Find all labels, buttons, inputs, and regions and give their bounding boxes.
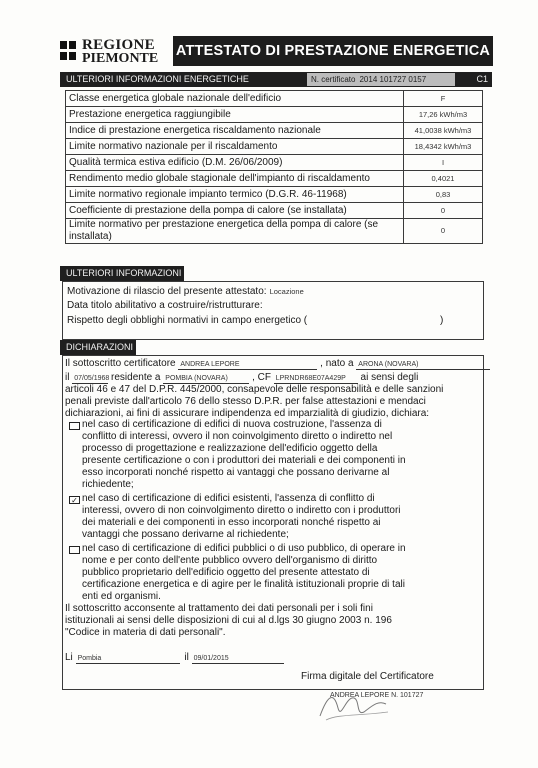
option-line: vantaggi che possano derivarne al richiedente; — [82, 529, 289, 540]
paragraph-line: penali previste dall'articolo 76 dello stesso D.P.R. per false attestazioni e mendaci — [65, 396, 426, 407]
birth-place: ARONA (NOVARA) — [356, 360, 490, 370]
text: residente a — [111, 372, 161, 383]
text: il — [65, 372, 70, 383]
row-label: Rendimento medio globale stagionale dell'impianto di riscaldamento — [66, 171, 404, 187]
row-label: Prestazione energetica raggiungibile — [66, 107, 404, 123]
row-label: Limite normativo regionale impianto termico (D.G.R. 46-11968) — [66, 187, 404, 203]
table-row — [66, 91, 483, 107]
signature-title: Firma digitale del Certificatore — [301, 671, 434, 682]
checkbox-new-construction[interactable] — [69, 422, 80, 430]
motivazione-value: Locazione — [269, 287, 304, 296]
option-line: presente certificazione o con i produttori dei materiali e dei componenti in — [82, 455, 406, 466]
declaration-paragraph — [65, 384, 443, 420]
date-label: il — [184, 652, 189, 663]
certificate-number-box — [307, 73, 455, 86]
row-value: 18,4342 kWh/m3 — [404, 139, 483, 155]
declarant-line-1 — [65, 358, 490, 370]
table-row — [66, 155, 483, 171]
row-label: Qualità termica estiva edificio (D.M. 26/06/2009) — [66, 155, 404, 171]
additional-info-box — [62, 281, 484, 340]
row-value: I — [404, 155, 483, 171]
option-line: pubblico proprietario dell'edificio oggetto del presente attestato di — [82, 567, 370, 578]
consent-line: "Codice in materia di dati personali". — [65, 627, 226, 638]
option-line: conflitto di interessi, ovvero il non coinvolgimento diretto o indiretto nel — [82, 431, 393, 442]
option-existing-building — [82, 493, 401, 541]
logo-squares-icon — [60, 41, 76, 61]
option-line: dei materiali e dei componenti in esso incorporati nonché rispetto ai — [82, 517, 381, 528]
logo-line-2: PIEMONTE — [82, 51, 159, 66]
titolo-label: Data titolo abilitativo a costruire/ristrutturare: — [67, 300, 263, 311]
motivazione-label: Motivazione di rilascio del presente attestato: — [67, 286, 267, 297]
row-label: Indice di prestazione energetica riscaldamento nazionale — [66, 123, 404, 139]
row-value: 17,26 kWh/m3 — [404, 107, 483, 123]
option-line: nel caso di certificazione di edifici esistenti, l'assenza di conflitto di — [82, 493, 375, 504]
certificate-label: N. certificato — [311, 75, 356, 84]
option-line: interessi, ovvero di non coinvolgimento diretto o indiretto con i produttori — [82, 505, 401, 516]
row-value: 0 — [404, 203, 483, 219]
place-label: Li — [65, 652, 73, 663]
option-line: nel caso di certificazione di edifici pubblici o di uso pubblico, di operare in — [82, 543, 406, 554]
row-label: Coefficiente di prestazione della pompa di calore (se installata) — [66, 203, 404, 219]
row-label: Classe energetica globale nazionale dell'edificio — [66, 91, 404, 107]
certificate-number: 2014 101727 0157 — [359, 75, 427, 84]
text: Il sottoscritto certificatore — [65, 358, 176, 369]
document-title: ATTESTATO DI PRESTAZIONE ENERGETICA — [173, 36, 493, 66]
option-line: nel caso di certificazione di edifici di nuova costruzione, l'assenza di — [82, 419, 382, 430]
checkbox-public-building[interactable] — [69, 546, 80, 554]
regione-piemonte-logo — [60, 38, 162, 66]
checkbox-existing-building[interactable]: ✓ — [69, 496, 80, 504]
certificate-suffix: C1 — [476, 74, 488, 84]
residence: POMBIA (NOVARA) — [163, 374, 249, 384]
consent-paragraph — [65, 603, 392, 639]
consent-line: Il sottoscritto acconsente al trattamento dei dati personali per i soli fini — [65, 603, 373, 614]
option-line: certificazione energetica e di agire per le finalità istituzionali proprie di tali — [82, 579, 405, 590]
table-row — [66, 107, 483, 123]
rispetto-close: ) — [440, 315, 444, 326]
declarant-line-2 — [65, 372, 418, 384]
row-value: 0,4021 — [404, 171, 483, 187]
table-row — [66, 123, 483, 139]
consent-line: istituzionali ai sensi delle disposizioni di cui al d.lgs 30 giugno 2003 n. 196 — [65, 615, 392, 626]
declarations-box — [62, 355, 484, 690]
table-row — [66, 203, 483, 219]
option-public-building — [82, 543, 406, 603]
table-row — [66, 219, 483, 244]
option-line: esso incorporati nonché rispetto ai vantaggi che possano derivarne al — [82, 467, 390, 478]
text: ai sensi degli — [360, 372, 419, 383]
paragraph-line: dichiarazioni, ai fini di assicurare indipendenza ed imparzialità di giudizio, dichiara: — [65, 408, 430, 419]
option-line: processo di progettazione e realizzazione dell'edificio oggetto della — [82, 443, 378, 454]
section-header-additional-info: ULTERIORI INFORMAZIONI — [60, 266, 184, 281]
codice-fiscale: LPRNDR68E07A429P — [274, 374, 358, 384]
text: , CF — [252, 372, 271, 383]
energy-info-table — [65, 90, 483, 244]
motivazione-row — [67, 286, 304, 297]
section-header-declarations: DICHIARAZIONI — [60, 340, 136, 355]
option-line: enti ed organismi. — [82, 591, 161, 602]
option-new-construction — [82, 419, 406, 491]
table-row — [66, 139, 483, 155]
certificatore-name: ANDREA LEPORE — [178, 360, 317, 370]
row-label: Limite normativo per prestazione energetica della pompa di calore (se installata) — [66, 219, 404, 244]
text: , nato a — [320, 358, 354, 369]
paragraph-line: articoli 46 e 47 del D.P.R. 445/2000, consapevole delle responsabilità e delle sanzioni — [65, 384, 444, 395]
table-row — [66, 187, 483, 203]
option-line: nome e per conto dell'ente pubblico ovvero dell'organismo di diritto — [82, 555, 378, 566]
rispetto-label: Rispetto degli obblighi normativi in campo energetico ( — [67, 315, 308, 326]
logo-line-1: REGIONE — [82, 37, 155, 53]
place-date-row — [65, 652, 284, 664]
table-row — [66, 171, 483, 187]
option-line: richiedente; — [82, 479, 134, 490]
section-header-energy-info — [60, 72, 492, 87]
row-value: 0 — [404, 219, 483, 244]
signature-area — [268, 686, 448, 728]
place-value: Pombia — [76, 654, 180, 664]
row-label: Limite normativo nazionale per il riscaldamento — [66, 139, 404, 155]
section-label: ULTERIORI INFORMAZIONI ENERGETICHE — [66, 74, 249, 84]
row-value: 41,0038 kWh/m3 — [404, 123, 483, 139]
date-value: 09/01/2015 — [192, 654, 284, 664]
row-value: F — [404, 91, 483, 107]
row-value: 0,83 — [404, 187, 483, 203]
signature-stamp: ANDREA LEPORE N. 101727 — [330, 692, 424, 699]
birth-date: 07/05/1968 — [74, 375, 110, 382]
